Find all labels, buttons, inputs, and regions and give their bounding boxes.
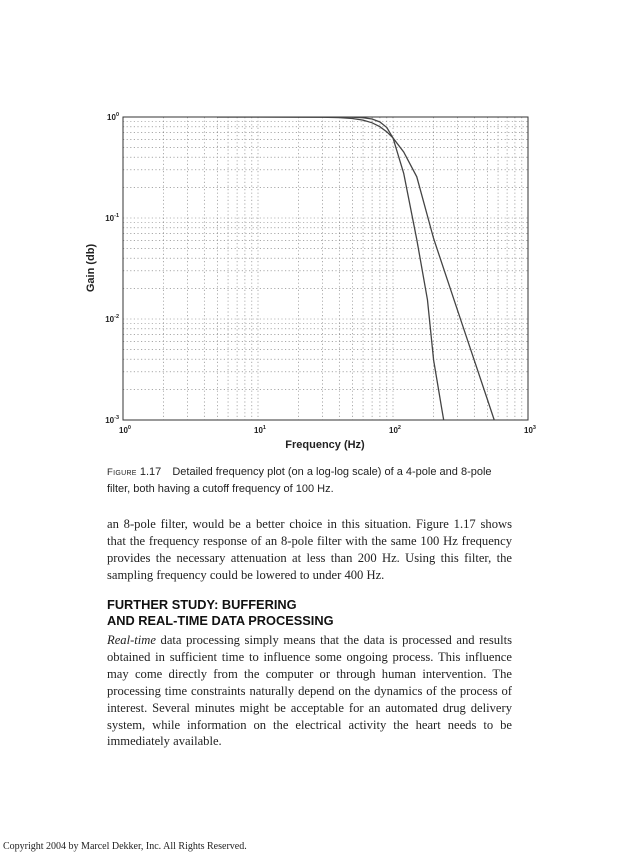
- chart-series: [217, 117, 498, 451]
- figure-number: 1.17: [139, 466, 162, 478]
- plot-frame: [123, 117, 528, 420]
- section-heading-line-1: FURTHER STUDY: BUFFERING: [107, 597, 297, 612]
- figure-caption: [107, 464, 512, 498]
- figure-label: Figure: [107, 467, 137, 478]
- body-paragraph-2-text: data processing simply means that the data is processed and results obtained in sufficient time to influence some ongoing process. This influence may come directly from the computer or through human intervention. The processing time constraints naturally depend on the dynamics of the process of interest. Several minutes might be acceptable for an automated drug delivery system, while information on the electrical activity the heart needs to be immediately available.: [107, 633, 512, 749]
- y-tick-label: $10^{-2}$: [105, 314, 119, 324]
- body-paragraph-1: an 8-pole filter, would be a better choice in this situation. Figure 1.17 shows that the frequency response of an 8-pole filter with the same 100 Hz frequency provides the necessary attenuation at less than 200 Hz. Using this filter, the sampling frequency could be lowered to under 400 Hz.: [107, 517, 512, 582]
- x-tick-label: $10^1$: [254, 425, 266, 435]
- x-tick-label: $10^0$: [119, 425, 131, 435]
- section-heading: [107, 597, 334, 629]
- series-line-2: [217, 117, 449, 451]
- y-axis-label: Gain (db): [85, 243, 97, 293]
- x-tick-label: $10^3$: [524, 425, 536, 435]
- chart-tick-labels: [105, 112, 536, 435]
- x-axis-label: Frequency (Hz): [285, 439, 365, 451]
- y-tick-label: $10^{-3}$: [105, 415, 119, 425]
- chart-grid: [123, 117, 528, 420]
- series-line-1: [217, 117, 498, 431]
- y-tick-label: $10^0$: [107, 112, 119, 122]
- y-tick-label: $10^{-1}$: [105, 213, 119, 223]
- body-paragraph-2: [107, 632, 512, 750]
- realtime-term: Real-time: [107, 633, 156, 647]
- figure-caption-text: Detailed frequency plot (on a log-log scale) of a 4-pole and 8-pole filter, both having a cutoff frequency of 100 Hz.: [107, 466, 492, 495]
- section-heading-line-2: AND REAL-TIME DATA PROCESSING: [107, 613, 334, 628]
- x-tick-label: $10^2$: [389, 425, 401, 435]
- copyright-footer: Copyright 2004 by Marcel Dekker, Inc. All Rights Reserved.: [3, 841, 247, 852]
